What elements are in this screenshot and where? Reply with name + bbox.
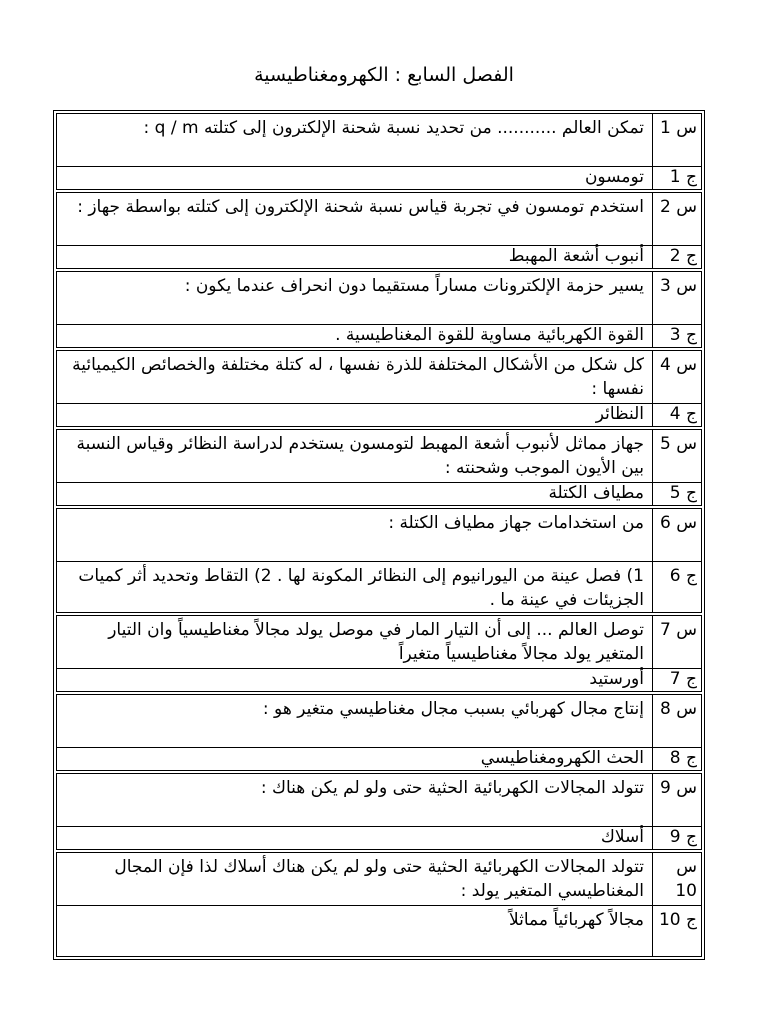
answer-row [57,747,701,770]
question-row [57,616,701,668]
qa-group-1 [56,113,702,190]
answer-text: أسلاك [600,827,644,847]
answer-row [57,245,701,268]
answer-row [57,324,701,347]
answer-row [57,668,701,691]
answer-label: ج 8 [652,748,701,770]
qa-table [53,110,705,960]
question-text: استخدم تومسون في تجربة قياس نسبة شحنة الإلكترون إلى كتلته بواسطة جهاز : [77,197,644,217]
page-title: الفصل السابع : الكهرومغناطيسية [254,64,514,86]
answer-text: 1) فصل عينة من اليورانيوم إلى النظائر المكونة لها . 2) التقاط وتحديد أثر كميات الجزيئات في عينة ما . [78,566,644,610]
question-label: س 1 [652,114,701,166]
qa-group-3 [56,271,702,348]
answer-label: ج 7 [652,669,701,691]
question-text: من استخدامات جهاز مطياف الكتلة : [388,513,644,533]
question-label: س 5 [652,430,701,482]
answer-text: أنبوب أشعة المهبط [508,246,644,266]
question-label: س 2 [652,193,701,245]
question-row [57,272,701,324]
question-label: س 10 [652,853,701,905]
answer-label: ج 1 [652,167,701,189]
question-row [57,853,701,905]
question-row [57,114,701,166]
answer-text: تومسون [584,167,644,187]
answer-text: مطياف الكتلة [548,483,644,503]
answer-row [57,166,701,189]
answer-label: ج 6 [652,562,701,612]
answer-row [57,561,701,612]
question-text: يسير حزمة الإلكترونات مساراً مستقيما دون انحراف عندما يكون : [184,276,644,296]
question-text: إنتاج مجال كهربائي بسبب مجال مغناطيسي متغير هو : [262,699,644,719]
qa-group-4 [56,350,702,427]
question-row [57,774,701,826]
question-label: س 8 [652,695,701,747]
qa-group-5 [56,429,702,506]
question-row [57,509,701,561]
qa-group-7 [56,615,702,692]
qa-group-10 [56,852,702,957]
answer-row [57,905,701,956]
question-label: س 4 [652,351,701,403]
question-row [57,193,701,245]
question-label: س 6 [652,509,701,561]
question-label: س 3 [652,272,701,324]
question-text: كل شكل من الأشكال المختلفة للذرة نفسها ، له كتلة مختلفة والخصائص الكيميائية نفسها : [72,355,644,399]
question-text: تتولد المجالات الكهربائية الحثية حتى ولو لم يكن هناك أسلاك لذا فإن المجال المغناطيسي المتغير يولد : [114,857,644,901]
question-text: جهاز مماثل لأنبوب أشعة المهبط لتومسون يستخدم لدراسة النظائر وقياس النسبة بين الأيون الموجب وشحنته : [76,434,644,478]
question-label: س 7 [652,616,701,668]
answer-label: ج 5 [652,483,701,505]
answer-text: القوة الكهربائية مساوية للقوة المغناطيسية . [335,325,644,345]
answer-text: النظائر [595,404,644,424]
answer-label: ج 2 [652,246,701,268]
qa-group-8 [56,694,702,771]
question-text: توصل العالم ... إلى أن التيار المار في موصل يولد مجالاً مغناطيسياً وان التيار المتغير يولد مجالاً مغناطيسياً متغيراً [108,620,644,664]
qa-group-9 [56,773,702,850]
answer-text: مجالاً كهربائياً مماثلاً [508,910,644,930]
question-text: تمكن العالم ........... من تحديد نسبة شحنة الإلكترون إلى كتلته q / m : [143,118,644,138]
answer-row [57,403,701,426]
answer-label: ج 10 [652,906,701,956]
answer-label: ج 3 [652,325,701,347]
answer-label: ج 4 [652,404,701,426]
question-label: س 9 [652,774,701,826]
question-row [57,695,701,747]
answer-row [57,482,701,505]
answer-text: الحث الكهرومغناطيسي [480,748,644,768]
question-row [57,430,701,482]
answer-text: أورستيد [589,669,644,689]
qa-group-2 [56,192,702,269]
qa-group-6 [56,508,702,613]
answer-label: ج 9 [652,827,701,849]
answer-row [57,826,701,849]
question-row [57,351,701,403]
question-text: تتولد المجالات الكهربائية الحثية حتى ولو لم يكن هناك : [260,778,644,798]
